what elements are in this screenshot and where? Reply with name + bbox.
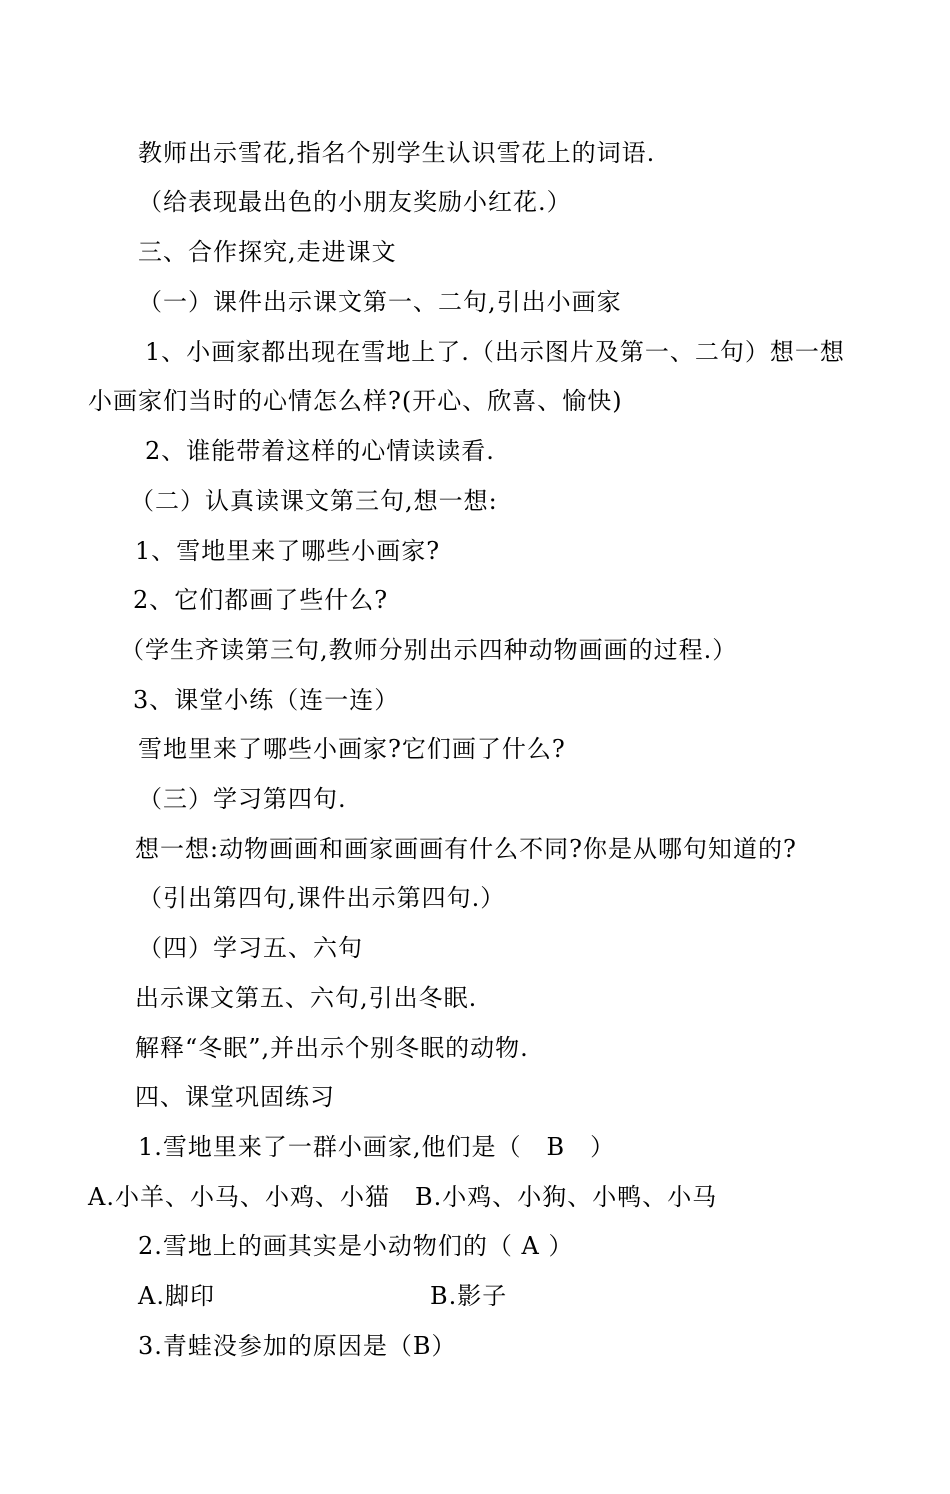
text-line: 2、它们都画了些什么? xyxy=(133,586,389,614)
text-line: 想一想:动物画画和画家画画有什么不同?你是从哪句知道的? xyxy=(135,835,797,863)
question-line: 1.雪地里来了一群小画家,他们是（ B ） xyxy=(138,1133,616,1161)
text-line: 雪地里来了哪些小画家?它们画了什么? xyxy=(138,735,566,763)
subsection-heading: （三）学习第四句. xyxy=(138,785,347,813)
text-line: 1、雪地里来了哪些小画家? xyxy=(135,537,441,565)
text-line: （引出第四句,课件出示第四句.） xyxy=(138,884,506,912)
text-line: 出示课文第五、六句,引出冬眠. xyxy=(135,984,478,1012)
text-line: 教师出示雪花,指名个别学生认识雪花上的词语. xyxy=(138,139,656,167)
answer-option-b: B.影子 xyxy=(430,1282,508,1310)
text-line: （给表现最出色的小朋友奖励小红花.） xyxy=(138,188,572,216)
subsection-heading: （四）学习五、六句 xyxy=(138,934,363,962)
section-heading: 四、课堂巩固练习 xyxy=(135,1083,335,1111)
text-line: 小画家们当时的心情怎么样?(开心、欣喜、愉快) xyxy=(88,387,623,415)
text-line: 2、谁能带着这样的心情读读看. xyxy=(145,437,495,465)
answer-option-a: A.脚印 xyxy=(138,1282,215,1310)
text-line: 1、小画家都出现在雪地上了.（出示图片及第一、二句）想一想 xyxy=(145,338,845,366)
subsection-heading: （二）认真读课文第三句,想一想: xyxy=(130,487,498,515)
question-line: 2.雪地上的画其实是小动物们的（ A ） xyxy=(138,1232,574,1260)
text-line: 解释“冬眠”,并出示个别冬眠的动物. xyxy=(135,1034,529,1062)
subsection-heading: （一）课件出示课文第一、二句,引出小画家 xyxy=(138,288,622,316)
section-heading: 三、合作探究,走进课文 xyxy=(138,238,397,266)
question-line: 3.青蛙没参加的原因是（B） xyxy=(138,1332,457,1360)
answer-options: A.小羊、小马、小鸡、小猫 B.小鸡、小狗、小鸭、小马 xyxy=(88,1183,718,1211)
text-line: 3、课堂小练（连一连） xyxy=(133,686,400,714)
text-line: （学生齐读第三句,教师分别出示四种动物画画的过程.） xyxy=(120,636,738,664)
